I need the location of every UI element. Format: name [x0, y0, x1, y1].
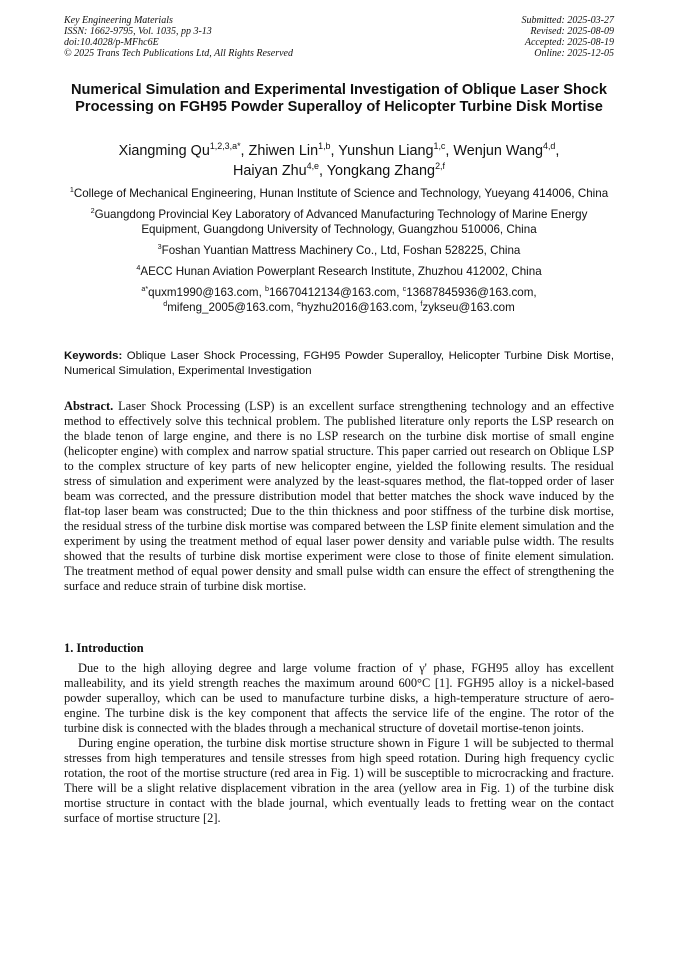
- affiliation: $^4$AECC Hunan Aviation Powerplant Research Institute, Zhuzhou 412002, China: [136, 263, 542, 278]
- email[interactable]: $^f$zykseu@163.com: [420, 299, 515, 314]
- submitted-date: Submitted: 2025-03-27: [521, 15, 614, 26]
- journal-doi[interactable]: doi:10.4028/p-MFhc6E: [64, 37, 159, 48]
- revised-date: Revised: 2025-08-09: [530, 26, 614, 37]
- journal-info: [64, 15, 293, 59]
- email[interactable]: $^{a*}$quxm1990@163.com: [141, 284, 259, 299]
- author-list: [60, 141, 618, 181]
- affiliation: $^3$Foshan Yuantian Mattress Machinery Co., Ltd, Foshan 528225, China: [157, 242, 521, 257]
- paragraph: Due to the high alloying degree and large volume fraction of γ' phase, FGH95 alloy has excellent malleability, and its yield strength reaches the maximum around 600°C [1]. FGH95 alloy is a nickel-based powder superalloy, which can be used to manufacture turbine disks, a high-temperature structure of aero-engine. The turbine disk is the key component that affects the service life of the engine. The rotor of the turbine disk is connected with the blades through a mechanical structure of dovetail mortise-tenon joints.: [64, 661, 614, 735]
- author: Wenjun Wang$^{4,d}$,: [453, 141, 560, 159]
- abstract-label: Abstract.: [64, 399, 114, 413]
- author: Haiyan Zhu$^{4,e}$,: [233, 161, 327, 179]
- online-date: Online: 2025-12-05: [534, 48, 614, 59]
- keywords: [64, 349, 614, 379]
- paper-title: Numerical Simulation and Experimental Investigation of Oblique Laser Shock Processing on FGH95 Powder Superalloy of Helicopter Turbine Disk Mortise: [70, 82, 608, 115]
- copyright-notice: © 2025 Trans Tech Publications Ltd, All Rights Reserved: [64, 48, 293, 59]
- affiliation: $^2$Guangdong Provincial Key Laboratory of Advanced Manufacturing Technology of Marine Energy Equipment, Guangdong University of Technology, Guangzhou 510006, China: [90, 206, 588, 236]
- paragraph: During engine operation, the turbine disk mortise structure shown in Figure 1 will be subjected to thermal stresses from high temperatures and tensile stresses from high speed rotation. During high frequency cyclic rotation, the root of the mortise structure (red area in Fig. 1) will be susceptible to microcracking and fracture. There will be a slight relative displacement vibration in the area (yellow area in Fig. 1) of the turbine disk mortise structure in contact with the blade journal, which eventually leads to fretting wear on the contact surface of mortise structure [2].: [64, 736, 614, 825]
- author: Zhiwen Lin$^{1,b}$,: [248, 141, 339, 159]
- author: Yongkang Zhang$^{2,f}$: [326, 161, 445, 179]
- email[interactable]: $^c$13687845936@163.com,: [402, 284, 537, 299]
- keywords-label: Keywords:: [64, 350, 123, 362]
- keywords-text: Oblique Laser Shock Processing, FGH95 Powder Superalloy, Helicopter Turbine Disk Mortise, Numerical Simulation, Experimental Investigation: [64, 350, 614, 377]
- author: Yunshun Liang$^{1,c}$,: [338, 141, 454, 159]
- email[interactable]: $^b$16670412134@163.com: [265, 284, 397, 299]
- accepted-date: Accepted: 2025-08-19: [524, 37, 614, 48]
- email[interactable]: $^d$mifeng_2005@163.com: [163, 299, 291, 314]
- author: Xiangming $Qu^{1,2,3,a*}$,: [118, 141, 249, 159]
- journal-name: Key Engineering Materials: [64, 15, 173, 26]
- affiliation: $^1$College of Mechanical Engineering, Hunan Institute of Science and Technology, Yueyang 414006, China: [69, 185, 609, 200]
- introduction-body: [64, 661, 614, 826]
- journal-issn: ISSN: 1662-9795, Vol. 1035, pp 3-13: [64, 26, 212, 37]
- publication-dates: [522, 15, 615, 59]
- abstract-text: Laser Shock Processing (LSP) is an excellent surface strengthening technology and an effective method to effectively solve this technical problem. The published literature only reports the LSP research on the blade tenon of large engine, and there is no LSP research on the turbine disk mortise of small engine (helicopter engine) with complex and narrow spatial structure. This paper carried out research on Oblique LSP to the complex structure of key parts of new helicopter engine, yielded the following results. The residual stress of simulation and experiment were analyzed by the least-squares method, the flat-topped order of laser beam was corrected, and the pressure distribution model that better matches the shock wave induced by the flat-top laser beam was constructed; Due to the thin thickness and poor stiffness of the turbine disk mortise, the residual stress of the turbine disk mortise was compared between the LSP finite element simulation and the experiment by using the treatment method of equal laser power density and variable pulse width. The results showed that the results of turbine disk mortise experiment were close to those of finite element simulation. The treatment method of equal power density and small pulse width can ensure the effect of strengthening the surface and reduce strain of turbine disk mortise.: [64, 399, 614, 593]
- affiliations: [60, 186, 618, 315]
- email-list: $^{a*}$quxm1990@163.com, $^b$16670412134@163.com, $^c$13687845936@163.com, $^d$mifeng_2005@163.com, $^e$hyzhu2016@163.com, $^f$zykseu@163.com: [141, 284, 537, 314]
- email[interactable]: $^e$hyzhu2016@163.com: [296, 299, 414, 314]
- abstract: [64, 399, 614, 594]
- section-heading: 1. Introduction: [64, 641, 144, 655]
